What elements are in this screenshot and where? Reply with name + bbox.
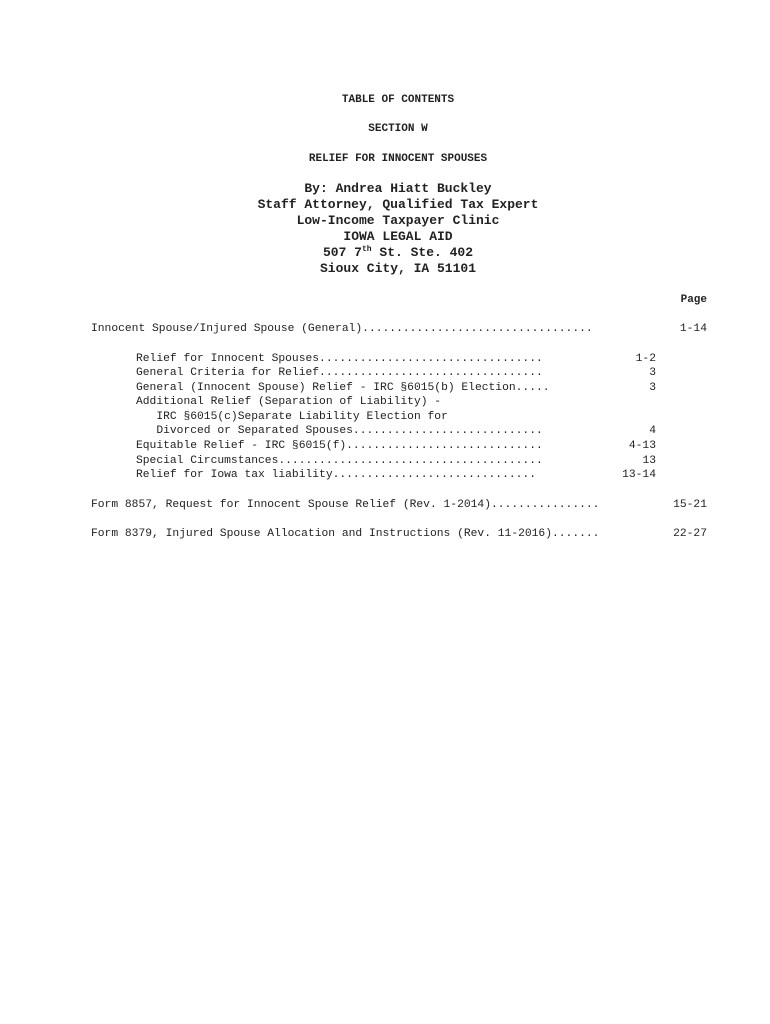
toc-subentry-page: 4 bbox=[649, 425, 656, 437]
toc-subentry-page: 1-2 bbox=[635, 353, 656, 365]
toc-subentry: Special Circumstances....................................... bbox=[136, 455, 543, 467]
document-title: RELIEF FOR INNOCENT SPOUSES bbox=[308, 153, 488, 165]
toc-page-general: 1-14 bbox=[679, 323, 707, 335]
toc-entry-general: Innocent Spouse/Injured Spouse (General).................................. bbox=[91, 323, 593, 335]
street-address bbox=[0, 245, 770, 261]
toc-subentry: Additional Relief (Separation of Liability) - bbox=[136, 396, 442, 408]
city-state-zip: Sioux City, IA 51101 bbox=[319, 261, 477, 276]
address-number: 507 7 bbox=[322, 245, 362, 260]
address-ordinal: th bbox=[361, 245, 372, 254]
clinic-name: Low-Income Taxpayer Clinic bbox=[296, 213, 500, 228]
toc-subentry: Equitable Relief - IRC §6015(f)............................. bbox=[136, 440, 543, 452]
toc-subentry-page: 3 bbox=[649, 382, 656, 394]
toc-entry-form-8379: Form 8379, Injured Spouse Allocation and Instructions (Rev. 11-2016)....... bbox=[91, 528, 600, 540]
toc-subentry-page: 13 bbox=[642, 455, 656, 467]
toc-subentry: IRC §6015(c)Separate Liability Election for bbox=[136, 411, 448, 423]
toc-entry-form-8857: Form 8857, Request for Innocent Spouse Relief (Rev. 1-2014)................ bbox=[91, 499, 600, 511]
toc-subentry: General (Innocent Spouse) Relief - IRC §6015(b) Election..... bbox=[136, 382, 550, 394]
page-column-label: Page bbox=[680, 294, 707, 306]
author-name: By: Andrea Hiatt Buckley bbox=[304, 181, 492, 196]
toc-page-form-8857: 15-21 bbox=[673, 499, 707, 511]
toc-subentry-page: 13-14 bbox=[622, 469, 656, 481]
address-street: St. Ste. 402 bbox=[371, 245, 474, 260]
toc-subentry: Divorced or Separated Spouses............................ bbox=[136, 425, 543, 437]
org-name: IOWA LEGAL AID bbox=[343, 229, 453, 244]
toc-page-form-8379: 22-27 bbox=[673, 528, 707, 540]
section-heading: SECTION W bbox=[368, 123, 428, 135]
toc-heading: TABLE OF CONTENTS bbox=[341, 94, 455, 106]
toc-subentry: Relief for Innocent Spouses................................. bbox=[136, 353, 543, 365]
toc-subentry: Relief for Iowa tax liability.............................. bbox=[136, 469, 536, 481]
author-role: Staff Attorney, Qualified Tax Expert bbox=[257, 197, 539, 212]
toc-subentry-page: 4-13 bbox=[628, 440, 656, 452]
toc-subentry: General Criteria for Relief................................. bbox=[136, 367, 543, 379]
toc-subentry-page: 3 bbox=[649, 367, 656, 379]
